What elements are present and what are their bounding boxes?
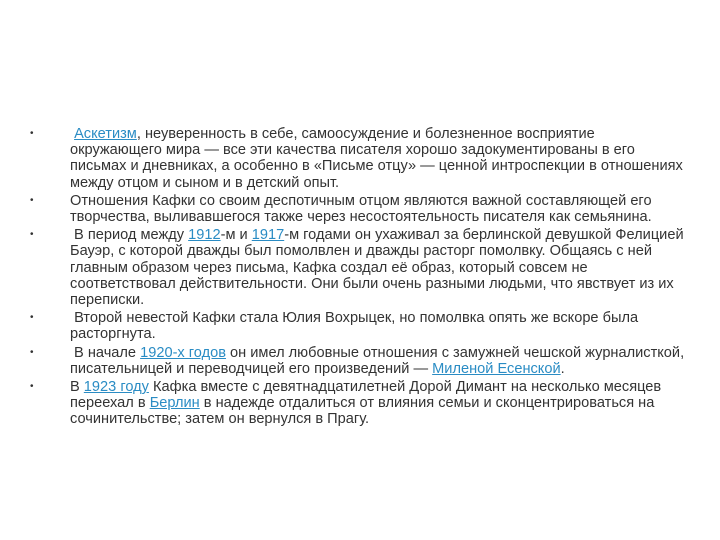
text-fragment: -м годами он ухаживал за берлинской девушкой Фелицией Бауэр, с которой дважды был помолвлен и дважды расторг помолвку. Общаясь с ней главным образом через письма, Кафка создал её образ, который совсем не соответствовал действительности. Они были очень разными людьми, что явствует из их переписки. (70, 227, 684, 309)
link-1917[interactable]: 1917 (251, 227, 285, 244)
link-milena-jesenska[interactable]: Миленой Есенской (432, 360, 561, 377)
text-fragment: В период между (70, 227, 189, 244)
link-1923[interactable]: 1923 году (83, 379, 149, 396)
bullet-icon: • (30, 312, 34, 324)
text-fragment: Отношения Кафки со своим деспотичным отцом являются важной составляющей его творчества, выливавшегося также через несостоятельность писателя как семьянина. (70, 192, 652, 226)
bullet-list (30, 126, 690, 430)
text-fragment: . (560, 360, 565, 377)
bullet-item-asceticism (30, 126, 690, 191)
link-1920s[interactable]: 1920-х годов (140, 344, 226, 361)
text-fragment: он имел любовные отношения с замужней чешской журналисткой, писательницей и переводчицей его произведений — (70, 344, 685, 377)
text-fragment: В (70, 379, 84, 396)
bullet-item-father-relations (30, 193, 690, 225)
text-fragment: -м и (220, 227, 252, 244)
link-asceticism[interactable]: Аскетизм (74, 126, 137, 142)
text-fragment: в надежде отдалиться от влияния семьи и сконцентрироваться на сочинительстве; затем он вернулся в Прагу. (70, 395, 655, 428)
link-berlin[interactable]: Берлин (149, 395, 200, 412)
bullet-text (70, 126, 690, 191)
bullet-text (70, 345, 690, 377)
bullet-item-julie-wohryzek (30, 310, 690, 342)
link-1912[interactable]: 1912 (188, 227, 221, 244)
bullet-item-milena-jesenska (30, 345, 690, 377)
text-fragment: , неуверенность в себе, самоосуждение и болезненное восприятие окружающего мира — все эти качества писателя хорошо задокументированы в его письмах и дневниках, а особенно в «Письме отцу» — ценной интроспекции в отношениях между отцом и сыном и в детский опыт. (70, 126, 683, 191)
bullet-icon: • (30, 381, 34, 393)
bullet-icon: • (30, 229, 34, 241)
bullet-text (70, 379, 690, 428)
bullet-text (70, 310, 690, 342)
text-fragment: Второй невестой Кафки стала Юлия Вохрыцек, но помолвка опять же вскоре была расторгнута. (70, 310, 643, 343)
bullet-icon: • (30, 194, 34, 206)
bullet-icon: • (30, 346, 34, 358)
text-fragment: В начале (70, 344, 141, 361)
bullet-text (70, 193, 690, 225)
bullet-text (70, 227, 690, 308)
text-fragment: Кафка вместе с девятнадцатилетней Дорой Димант на несколько месяцев переехал в (70, 379, 662, 412)
bullet-item-dora-diamant (30, 379, 690, 428)
bullet-item-felice-bauer (30, 227, 690, 308)
bullet-icon: • (30, 128, 34, 139)
